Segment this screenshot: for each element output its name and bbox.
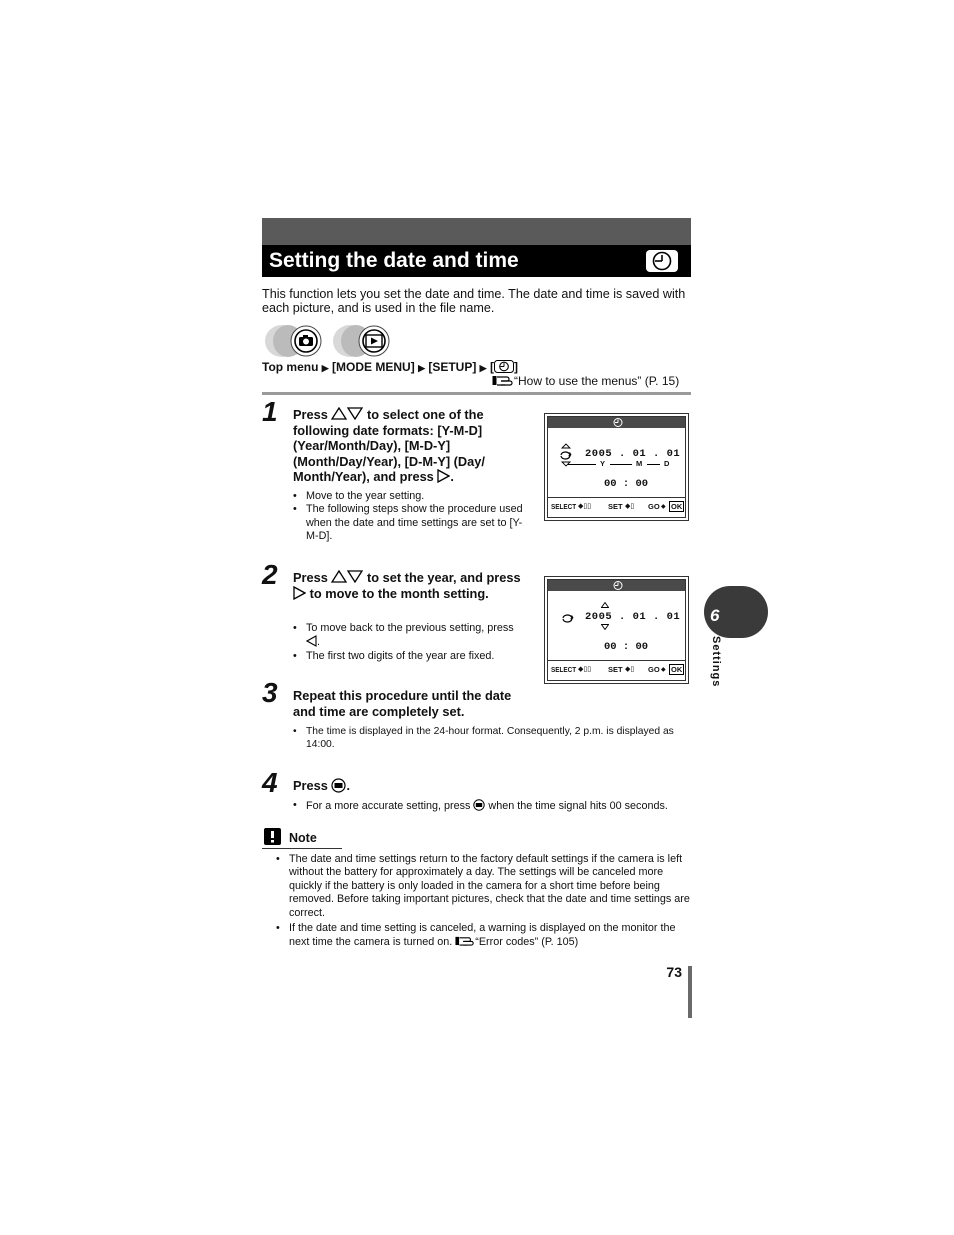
right-arrow-icon <box>437 469 450 483</box>
ok-label: OK <box>671 665 683 674</box>
ok-menu-button-icon <box>331 778 346 793</box>
list-item: • The time is displayed in the 24-hour format. Consequently, 2 p.m. is displayed as 14:00. <box>293 725 693 752</box>
direction-pad-icon: ◆▯▯ <box>578 666 592 673</box>
menu-path: Top menu ▶ [MODE MENU] ▶ [SETUP] ▶ [ ] <box>262 360 518 374</box>
go-label: GO <box>648 665 660 674</box>
time-value: 00 : 00 <box>604 478 649 490</box>
arrow-right-icon: ▶ <box>418 363 425 373</box>
list-item: • To move back to the previous setting, press . <box>293 622 523 650</box>
date-value: 2005 . 01 . 01 <box>585 448 681 460</box>
go-label: GO <box>648 502 660 511</box>
day-label: D <box>664 459 670 468</box>
arrow-icon: ◆ <box>661 667 666 673</box>
up-down-arrow-icon <box>331 407 363 420</box>
lcd-screen-year-setting <box>544 576 689 684</box>
step-number: 4 <box>262 767 278 798</box>
list-item: • Move to the year setting. <box>293 490 523 503</box>
step-2-instruction: Press to set the year, and press to move to the month setting. <box>293 570 521 601</box>
right-arrow-icon <box>293 586 306 600</box>
reference-hand-icon <box>455 935 475 946</box>
ok-label: OK <box>671 502 683 511</box>
step-3-notes <box>293 725 693 752</box>
clock-icon <box>610 417 626 427</box>
select-label: SELECT <box>551 665 577 674</box>
camera-mode-icon <box>265 325 321 357</box>
step-3-instruction: Repeat this procedure until the date and time are completely set. <box>293 688 512 719</box>
warning-icon <box>264 828 281 845</box>
reference-hand-icon <box>492 374 514 386</box>
note-header <box>262 828 342 849</box>
note-title: Note <box>289 831 317 845</box>
step-4-notes <box>293 799 693 813</box>
list-item: • The date and time settings return to the factory default settings if the camera is left without the battery for approximately a day. The settings will be canceled more quickly if the battery is only loaded in the camera for a short time before being removed. Before taking important pictures, check that the date and time settings are correct. <box>276 853 692 920</box>
page-number-bar <box>688 966 692 1018</box>
chapter-label: Settings <box>710 636 722 688</box>
up-down-arrow-icon <box>331 570 363 583</box>
note-list <box>276 853 692 950</box>
arrow-right-icon: ▶ <box>479 363 487 373</box>
year-label: Y <box>600 459 606 468</box>
select-label: SELECT <box>551 502 577 511</box>
month-label: M <box>636 459 643 468</box>
lcd-screen-year-format <box>544 413 689 521</box>
format-selector-icon <box>559 443 573 469</box>
step-number: 2 <box>262 559 278 590</box>
step-number: 3 <box>262 677 278 708</box>
list-item: • For a more accurate setting, press when the time signal hits 00 seconds. <box>293 799 693 813</box>
clock-icon <box>646 250 678 272</box>
up-down-icon: ◆▯ <box>625 503 635 510</box>
step-1-notes <box>293 490 523 544</box>
step-2-notes <box>293 622 523 663</box>
up-arrow-icon <box>601 602 609 608</box>
format-icon <box>561 613 575 623</box>
up-down-icon: ◆▯ <box>625 666 635 673</box>
list-item: • The following steps show the procedure used when the date and time settings are set to [Y-M-D]. <box>293 503 523 543</box>
list-item: • If the date and time setting is canceled, a warning is displayed on the monitor the next time the camera is turned on. “Error codes” (P. 105) <box>276 922 692 950</box>
list-item: • The first two digits of the year are fixed. <box>293 650 523 663</box>
direction-pad-icon: ◆▯▯ <box>578 503 592 510</box>
page-number: 73 <box>666 964 682 980</box>
chapter-number: 6 <box>710 606 720 625</box>
arrow-right-icon: ▶ <box>321 363 329 373</box>
time-value: 00 : 00 <box>604 641 649 653</box>
set-label: SET <box>608 502 623 511</box>
set-label: SET <box>608 665 623 674</box>
playback-mode-icon <box>333 325 389 357</box>
arrow-icon: ◆ <box>661 504 666 510</box>
step-number: 1 <box>262 396 278 427</box>
menu-reference: “How to use the menus” (P. 15) <box>492 374 679 388</box>
header-band <box>262 218 691 245</box>
step-1-instruction: Press to select one of the following date formats: [Y-M-D] (Year/Month/Day), [M-D-Y] (Month/Day/Year), [D-M-Y] (Day/ Month/Year), and press . <box>293 407 485 485</box>
step-4-instruction: Press . <box>293 778 350 793</box>
page-title: Setting the date and time <box>269 249 519 272</box>
clock-icon <box>494 360 514 373</box>
date-value: 2005 . 01 . 01 <box>585 611 681 623</box>
ok-menu-button-icon <box>473 799 485 811</box>
down-arrow-icon <box>601 624 609 630</box>
mode-icons <box>262 324 402 358</box>
intro-text: This function lets you set the date and time. The date and time is saved with each picture, and is used in the file name. <box>262 287 686 315</box>
divider <box>262 392 691 395</box>
left-arrow-icon <box>306 635 317 647</box>
clock-icon <box>610 580 626 590</box>
